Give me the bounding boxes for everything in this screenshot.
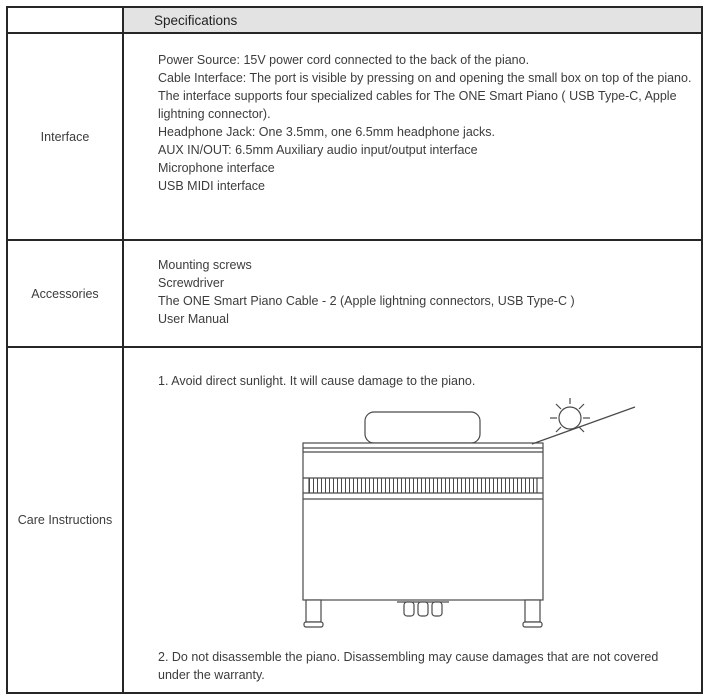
- piano-illustration: [303, 412, 543, 627]
- spec-line: AUX IN/OUT: 6.5mm Auxiliary audio input/output interface: [158, 143, 478, 157]
- row-label: Accessories: [31, 286, 99, 301]
- row-label: Interface: [40, 129, 90, 144]
- care-note-2: 2. Do not disassemble the piano. Disassembling may cause damages that are not covered under the warranty.: [158, 650, 659, 682]
- care-note-1: 1. Avoid direct sunlight. It will cause damage to the piano.: [158, 374, 476, 388]
- accessory-line: User Manual: [158, 312, 229, 326]
- interface-content: [124, 34, 701, 239]
- row-label-interface: [8, 34, 124, 239]
- specifications-header: [124, 8, 701, 32]
- row-label: Care Instructions: [17, 513, 113, 527]
- accessory-line: The ONE Smart Piano Cable - 2 (Apple lightning connectors, USB Type-C ): [158, 294, 575, 308]
- row-label-accessories: [8, 241, 124, 346]
- spec-line: Power Source: 15V power cord connected to the back of the piano.: [158, 53, 530, 67]
- spec-line: USB MIDI interface: [158, 179, 265, 193]
- row-care-instructions: [8, 348, 701, 692]
- row-accessories: [8, 241, 701, 348]
- accessory-line: Mounting screws: [158, 258, 252, 272]
- accessory-line: Screwdriver: [158, 276, 224, 290]
- sun-icon: [532, 398, 635, 444]
- header-row: [8, 8, 701, 34]
- header-empty-cell: [8, 8, 124, 32]
- spec-line: Microphone interface: [158, 161, 275, 175]
- page-title: Specifications: [154, 12, 238, 28]
- row-label-care-instructions: [8, 348, 124, 692]
- spec-line: Headphone Jack: One 3.5mm, one 6.5mm headphone jacks.: [158, 125, 496, 139]
- specifications-table: [6, 6, 703, 694]
- accessories-content: [124, 241, 701, 346]
- care-illustration: [283, 396, 697, 642]
- piano-and-sun-drawing: [283, 396, 653, 642]
- care-content: [124, 348, 701, 692]
- row-interface: [8, 34, 701, 241]
- spec-line: Cable Interface: The port is visible by pressing on and opening the small box on top of the piano.: [158, 71, 692, 85]
- spec-line: The interface supports four specialized cables for The ONE Smart Piano ( USB Type-C, Apple lightning connector).: [158, 89, 677, 121]
